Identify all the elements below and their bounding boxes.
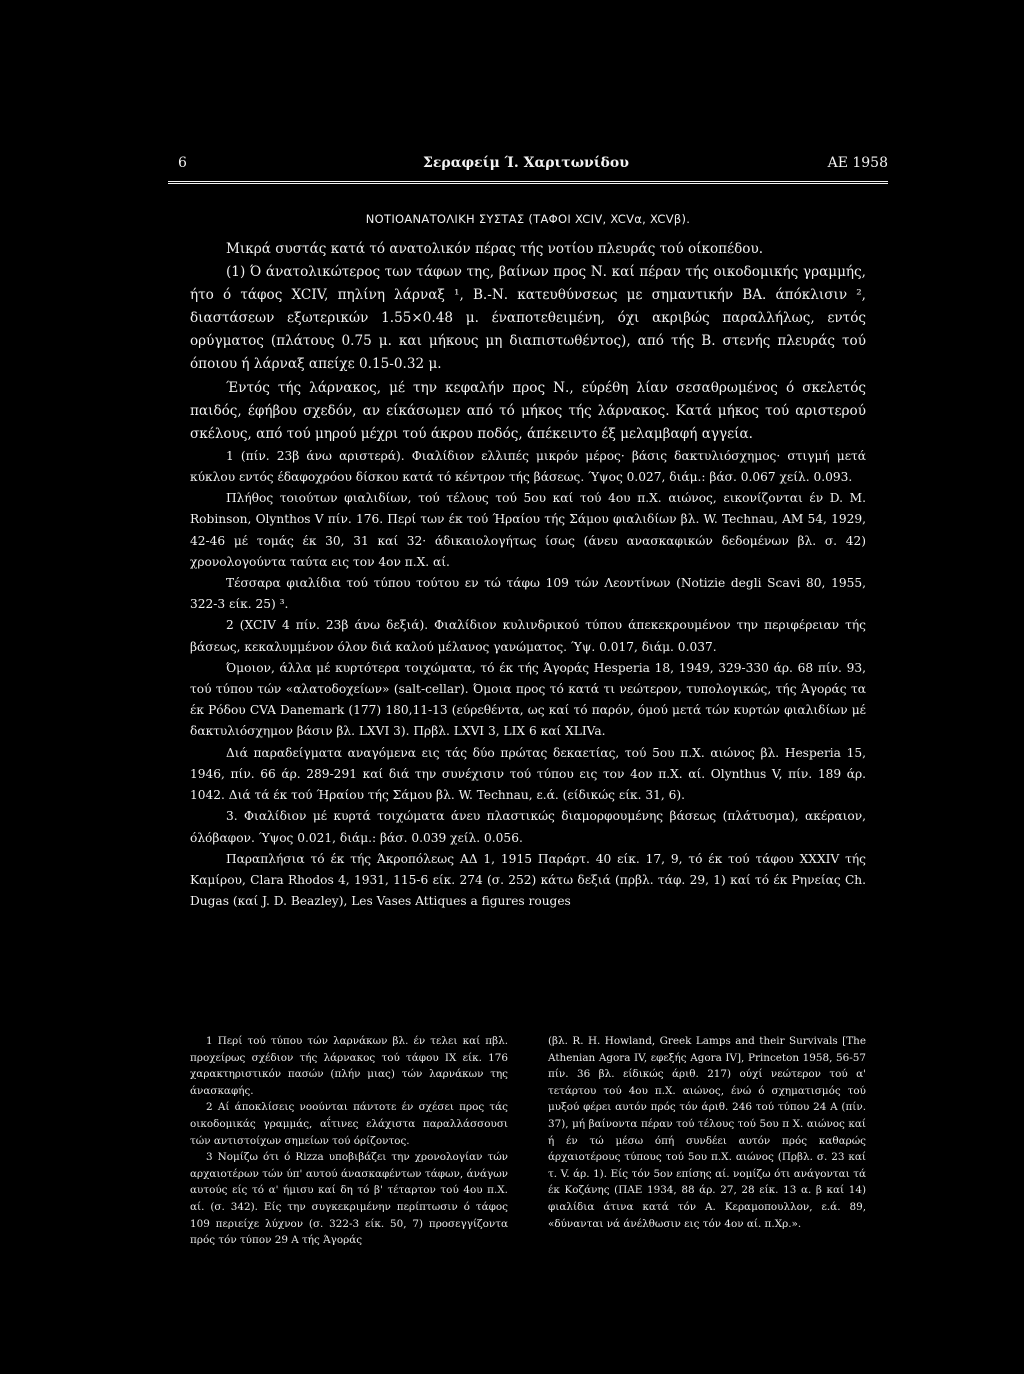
footnotes-left-column bbox=[190, 1033, 508, 1249]
footnote-3-continued: (βλ. R. H. Howland, Greek Lamps and their Survivals [The Athenian Agora IV, εφεξής Agora IV], Princeton 1958, 56-57 πίν. 36 βλ. είδικώς άριθ. 217) ούχί νεώτερον τού α' τετάρτου τού 4ου π.Χ. αιώνος, ένώ ό σχηματισμός τού μυξού φέρει αυτόν πρός τόν άριθ. 246 τού τύπου 24 Α (πίν. 37), μή βαίνοντα πέραν τού τέλους τού 5ου π Χ. αιώνος καί ή έν τώ μέσω όπή συνδέει αυτόν πρός καθαρώς άρχαιοτέρους τύπους τού 5ου π.Χ. αιώνος (Πρβλ. σ. 23 καί τ. V. άρ. 1). Είς τόν 5ον επίσης αί. νομίζω ότι ανάγονται τά έκ Κοζάνης (ΠΑΕ 1934, 88 άρ. 27, 28 είκ. 13 α. β καί 14) φιαλίδια άτινα κατά τόν Α. Κεραμοπουλλον, ε.ά. 89, «δύνανται νά άνέλθωσιν εις τόν 4ον αί. π.Χρ.». bbox=[548, 1035, 866, 1230]
catalogue-entry-2: 2 (XCIV 4 πίν. 23β άνω δεξιά). Φιαλίδιον κυλινδρικού τύπου άπεκεκρουμένον την περιφέρειαν τής βάσεως, κεκαλυμμένον όλον διά καλού μέλανος γανώματος. Ύψ. 0.017, διάμ. 0.037. bbox=[190, 618, 866, 654]
header-rule bbox=[168, 181, 888, 184]
comparanda-paragraph-4: Διά παραδείγματα αναγόμενα εις τάς δύο πρώτας δεκαετίας, τού 5ου π.Χ. αιώνος βλ. Hesperia 15, 1946, πίν. 66 άρ. 289-291 καί διά την συνέχισιν τού τύπου εις τον 4ον π.Χ. αί. Olynthus V, πίν. 189 άρ. 1042. Διά τά έκ τού Ήραίου τής Σάμου βλ. W. Technau, ε.ά. (είδικώς είκ. 31, 6). bbox=[190, 745, 866, 803]
author-name: Σεραφείμ Ί. Χαριτωνίδου bbox=[423, 155, 629, 171]
section-heading: ΝΟΤΙΟΑΝΑΤΟΛΙΚΗ ΣΥΣΤΑΣ (ΤΑΦΟΙ XCIV, XCVα, XCVβ). bbox=[365, 212, 691, 226]
journal-reference: ΑΕ 1958 bbox=[827, 155, 888, 171]
catalogue-entry-1: 1 (πίν. 23β άνω αριστερά). Φιαλίδιον ελλιπές μικρόν μέρος· βάσις δακτυλιόσχημος· στιγμή μετά κύκλου εντός έδαφοχρόου δίσκου κατά τό κέντρον τής βάσεως. Ύψος 0.027, διάμ.: βάσ. 0.067 χείλ. 0.093. bbox=[190, 448, 866, 485]
catalogue-entry-3: 3. Φιαλίδιον μέ κυρτά τοιχώματα άνευ πλαστικώς διαμορφουμένης βάσεως (πλάτυσμα), ακέραιον, όλόβαφον. Ύψος 0.021, διάμ.: βάσ. 0.039 χείλ. 0.056. bbox=[190, 809, 866, 845]
paragraph-3: Έντός τής λάρνακος, μέ την κεφαλήν προς Ν., εύρέθη λίαν σεσαθρωμένος ό σκελετός παιδός, έφήβου σχεδόν, αν είκάσωμεν από τό μήκος τής λάρνακος. Κατά μήκος τού αριστερού σκέλους, από τού μηρού μέχρι τού άκρου ποδός, άπέκειντο έξ μελαμβαφή αγγεία. bbox=[190, 379, 866, 442]
comparanda-paragraph-5: Παραπλήσια τό έκ τής Άκροπόλεως ΑΔ 1, 1915 Παράρτ. 40 είκ. 17, 9, τό έκ τού τάφου XXXIV τής Καμίρου, Clara Rhodos 4, 1931, 115-6 είκ. 274 (σ. 252) κάτω δεξιά (πρβλ. τάφ. 29, 1) καί τό έκ Ρηνείας Ch. Dugas (καί J. D. Beazley), Les Vases Attiques a figures rouges bbox=[190, 851, 866, 909]
main-text bbox=[190, 238, 866, 912]
footnotes-right-column bbox=[548, 1033, 866, 1232]
paragraph-2: (1) Ό άνατολικώτερος των τάφων της, βαίνων προς Ν. καί πέραν τής οικοδομικής γραμμής, ήτο ό τάφος XCIV, πηλίνη λάρναξ ¹, Β.-Ν. κατευθύνσεως με σημαντικήν ΒΑ. άπόκλισιν ², διαστάσεων εξωτερικών 1.55×0.48 μ. έναποτεθειμένη, όχι ακριβώς παραλλήλως, εντός ορύγματος (πλάτους 0.75 μ. και μήκους μη διαπιστωθέντος), από τής Β. στενής πλευράς τού όποιου ή λάρναξ απείχε 0.15-0.32 μ. bbox=[190, 264, 866, 373]
footnote-1: 1 Περί τού τύπου τών λαρνάκων βλ. έν τελει καί πβλ. προχείρως σχέδιον τής λάρνακος τού τάφου IX είκ. 176 χαρακτηριστικόν πασών (πλήν μιας) τών λαρνάκων της άνασκαφής. bbox=[190, 1035, 508, 1097]
footnote-2: 2 Αί άποκλίσεις νοούνται πάντοτε έν σχέσει προς τάς οικοδομικάς γραμμάς, αΐτινες ελάχιστα παραλλάσσουσι τών αντιστοίχων σημείων τού όρίζοντος. bbox=[190, 1101, 508, 1147]
journal-page bbox=[168, 150, 888, 1250]
comparanda-paragraph-2: Τέσσαρα φιαλίδια τού τύπου τούτου εν τώ τάφω 109 τών Λεοντίνων (Notizie degli Scavi 80, 1955, 322-3 είκ. 25) ³. bbox=[190, 576, 866, 612]
running-header bbox=[168, 150, 888, 176]
comparanda-paragraph-3: Όμοιον, άλλα μέ κυρτότερα τοιχώματα, τό έκ τής Άγοράς Hesperia 18, 1949, 329-330 άρ. 68 πίν. 93, τού τύπου τών «αλατοδοχείων» (salt-cellar). Όμοια προς τό κατά τι νεώτερον, τυπολογικώς, τής Άγοράς τα έκ Ρόδου CVA Danemark (177) 180,11-13 (εύρεθέντα, ως καί τό παρόν, όμού μετά τών κυρτών φιαλιδίων μέ δακτυλιόσχημον βάσιν βλ. LXVI 3). Πρβλ. LXVI 3, LIX 6 καί XLIVa. bbox=[190, 660, 866, 739]
paragraph-1: Μικρά συστάς κατά τό ανατολικόν πέρας τής νοτίου πλευράς τού οίκοπέδου. bbox=[226, 241, 764, 257]
footnote-3: 3 Νομίζω ότι ό Rizza υποβιβάζει την χρονολογίαν τών αρχαιοτέρων τών ύπ' αυτού άνασκαφέντων τάφων, άνάγων αυτούς είς τό α' ήμισυ καί δη τό β' τέταρτον τού 4ου π.Χ. αί. (σ. 342). Είς την συγκεκριμένην περίπτωσιν ό τάφος 109 περιείχε λύχνον (σ. 322-3 είκ. 50, 7) προσεγγίζοντα πρός τόν τύπον 29 Α τής Άγοράς bbox=[190, 1151, 508, 1247]
page-number: 6 bbox=[178, 155, 187, 171]
comparanda-paragraph-1: Πλήθος τοιούτων φιαλιδίων, τού τέλους τού 5ου καί τού 4ου π.Χ. αιώνος, εικονίζονται έν D. M. Robinson, Olynthos V πίν. 176. Περί των έκ τού Ήραίου τής Σάμου φιαλιδίων βλ. W. Technau, AM 54, 1929, 42-46 μέ τομάς έκ 30, 31 καί 32· άδικαιολογήτως ίσως (άνευ ανασκαφικών δεδομένων βλ. σ. 42) χρονολογούντα ταύτα εις τον 4ον π.Χ. αί. bbox=[190, 491, 866, 569]
